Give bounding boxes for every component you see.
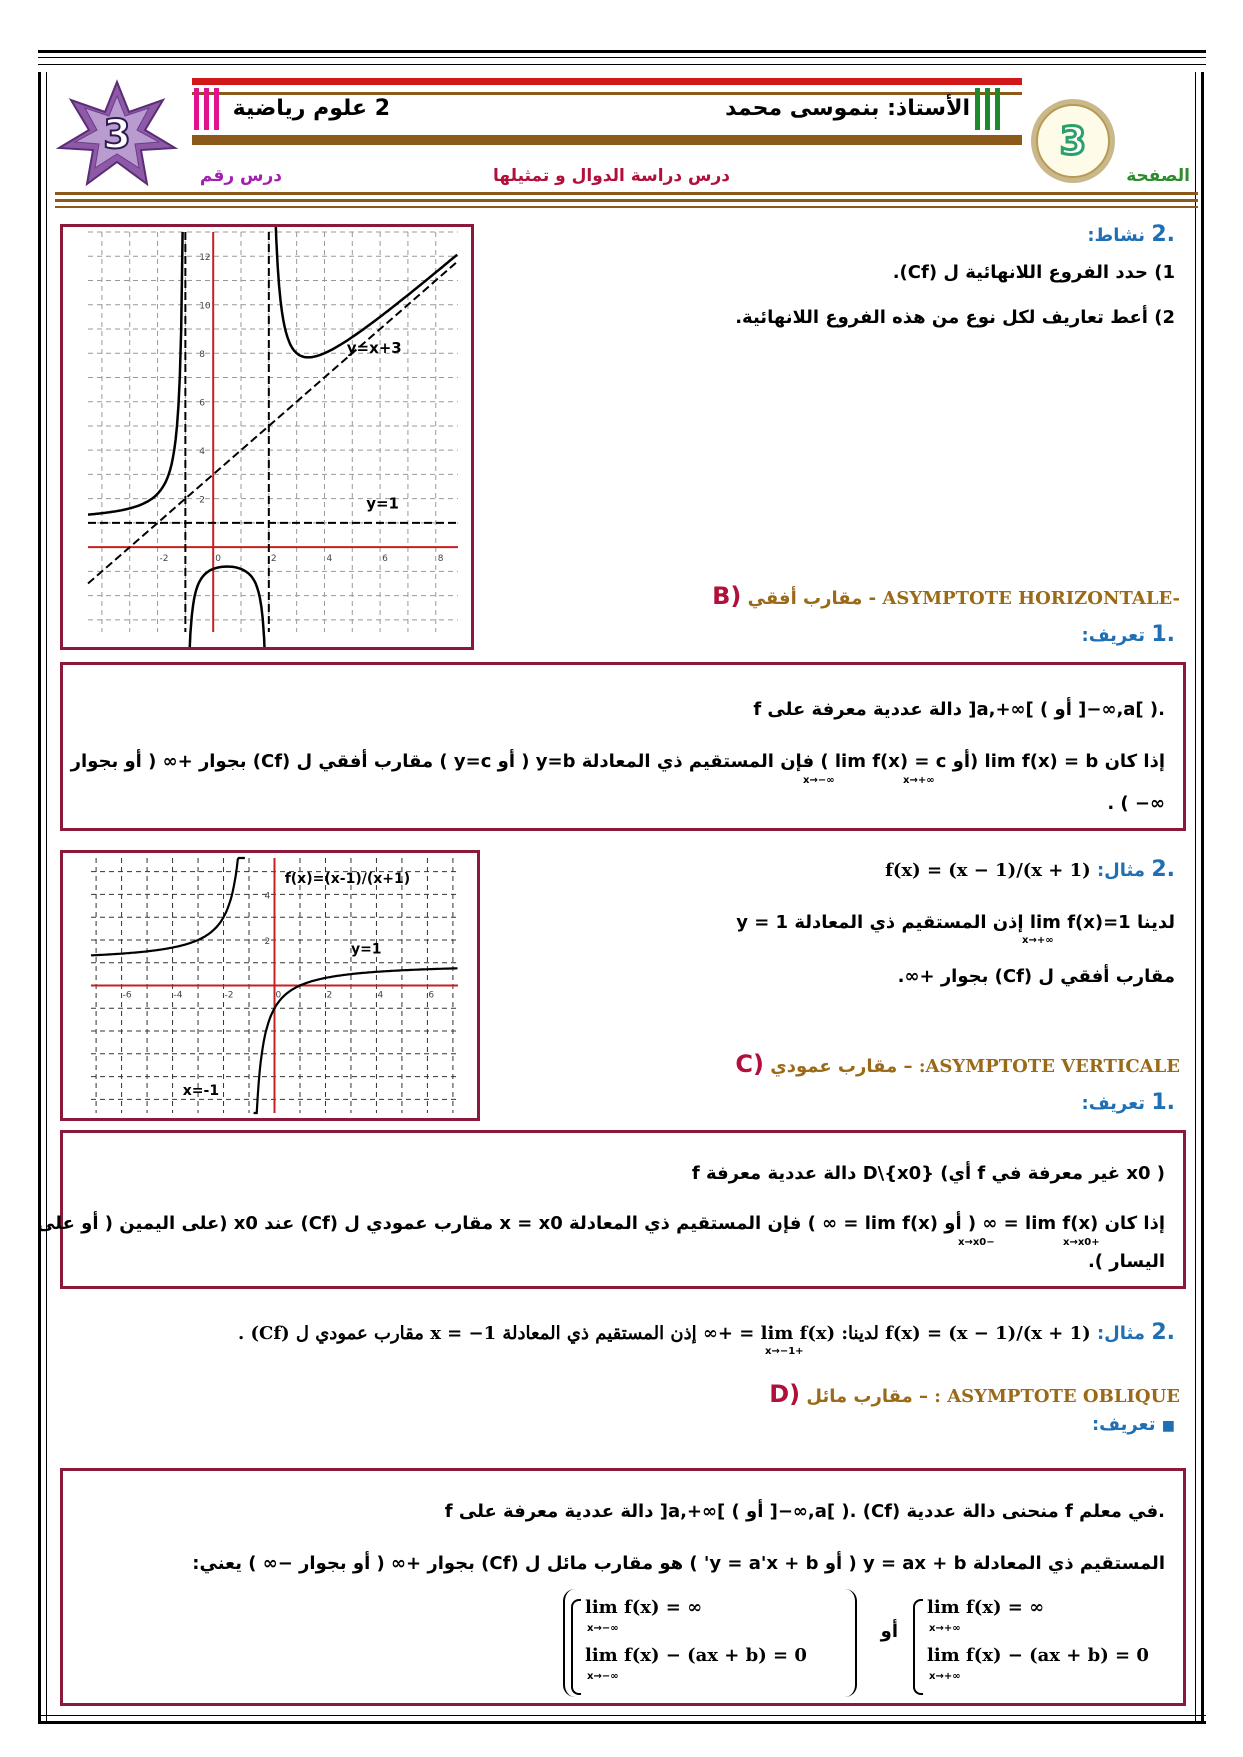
frame-bottom-line-thin <box>38 1715 1206 1716</box>
deco-bar <box>995 88 1000 130</box>
label-horizontal: y=1 <box>366 494 399 513</box>
x-tick-label: 0 <box>275 990 282 1001</box>
section-d-title-ar: مقارب مائل – <box>806 1386 928 1407</box>
activity-title: نشاط: <box>1087 225 1146 246</box>
section-d-letter: D) <box>769 1380 801 1408</box>
def-d-line1: f دالة عددية معرفة على ]a,+∞[ ( أو ]−∞,a[ ). (Cf) منحنى دالة عددية f في معلم. <box>444 1501 1165 1522</box>
sys1-sub-a: x→+∞ <box>929 1623 961 1634</box>
activity-q2 <box>680 307 1175 328</box>
brace-icon <box>913 1599 923 1695</box>
lesson-number-label: درس رقم <box>199 166 282 186</box>
curve-left-branch <box>88 232 183 515</box>
frame-right-thin <box>1195 72 1196 1722</box>
section-b-letter: B) <box>712 582 742 610</box>
section-c-def-title: تعريف: <box>1081 1093 1146 1114</box>
graph1 <box>63 227 471 647</box>
x-tick-label: -2 <box>224 990 234 1001</box>
frame-top-line-thin2 <box>38 64 1206 65</box>
def-b-line1: f دالة عددية معرفة على ]a,+∞[ ( أو ]−∞,a[ ). <box>753 699 1165 720</box>
deco-bar <box>214 88 219 130</box>
def-c-sub1: x→x0+ <box>1063 1237 1100 1248</box>
x-tick-label: 6 <box>382 554 388 565</box>
section-d-heading <box>700 1380 1180 1408</box>
x-tick-label: 6 <box>428 990 435 1001</box>
activity-q1 <box>780 262 1175 283</box>
x-tick-label: 2 <box>270 554 277 565</box>
brace-icon <box>571 1599 581 1695</box>
example-b-line1-text: لدينا lim f(x)=1 إذن المستقيم ذي المعادلة y = 1 <box>736 912 1175 933</box>
y-tick-label: 2 <box>264 936 271 947</box>
y-tick-label: 8 <box>199 350 205 361</box>
def-c-line3: اليسار ). <box>1087 1251 1165 1272</box>
curve-right-branch <box>254 968 458 1113</box>
y-tick-label: 4 <box>264 891 271 902</box>
definition-box-c <box>37 1130 1186 1289</box>
y-tick-label: 10 <box>199 301 211 312</box>
frame-left <box>38 72 41 1722</box>
sys1-b: lim f(x) − (ax + b) = 0 <box>927 1645 1149 1666</box>
example-b-line2: مقارب أفقي ل (Cf) بجوار +∞. <box>897 966 1175 987</box>
example-c-num: .2 <box>1151 1320 1175 1345</box>
example-b-sub: x→+∞ <box>1022 935 1054 946</box>
x-tick-label: 8 <box>437 554 444 565</box>
y-tick-label: 12 <box>199 253 211 264</box>
activity-num: .2 <box>1151 222 1175 247</box>
x-tick-label: 4 <box>326 554 333 565</box>
x-tick-label: -2 <box>159 554 169 565</box>
x-tick-label: 0 <box>215 554 221 565</box>
frame-left-thin <box>46 72 47 1722</box>
curve-middle-branch <box>188 567 266 648</box>
oblique-asymptote <box>88 261 458 583</box>
sys2-sub-b: x→−∞ <box>587 1671 619 1682</box>
star-logo-icon <box>55 78 180 188</box>
x-tick-label: 2 <box>326 990 333 1001</box>
example-c-title: مثال: <box>1096 1323 1146 1344</box>
page-label: الصفحة <box>1126 166 1190 186</box>
y-tick-label: 6 <box>199 398 205 409</box>
y-tick-label: 4 <box>199 447 205 458</box>
sys2-sub-a: x→−∞ <box>587 1623 619 1634</box>
section-d-def-heading <box>1000 1414 1175 1435</box>
circle-badge-text: 3 <box>1059 119 1087 163</box>
def-b-sub2: x→−∞ <box>803 775 835 786</box>
section-b-title-fr: ASYMPTOTE HORIZONTALE- <box>882 588 1180 609</box>
lesson-title: درس دراسة الدوال و تمثيلها <box>493 166 730 186</box>
example-c-line <box>237 1320 1175 1345</box>
section-d-def-title: تعريف: <box>1091 1414 1156 1435</box>
section-c-heading <box>700 1050 1180 1078</box>
label-vertical: x=-1 <box>182 1082 220 1099</box>
def-c-line1: f دالة عددية معرفة D\{x0} (أي f غير معرفة في x0 ) <box>691 1163 1165 1184</box>
header-rule <box>55 192 1198 195</box>
def-b-line2: إذا كان lim f(x) = b (أو lim f(x) = c ) فإن المستقيم ذي المعادلة y=b ( أو y=c ) مقارب أفقي ل (Cf) بجوار +∞ ( أو بجوار <box>70 751 1165 772</box>
graph2-frame <box>60 850 480 1121</box>
system-minus-infinity <box>563 1589 857 1697</box>
deco-bar <box>985 88 990 130</box>
graph2 <box>63 853 477 1118</box>
deco-bar <box>194 88 199 130</box>
def-b-sub1: x→+∞ <box>903 775 935 786</box>
q2-num: 2) <box>1154 307 1175 328</box>
y-tick-label: 2 <box>199 495 205 506</box>
curve-right-branch <box>272 227 457 357</box>
section-b-heading <box>680 582 1180 610</box>
deco-bar <box>204 88 209 130</box>
section-c-title-fr: :ASYMPTOTE VERTICALE <box>918 1056 1180 1077</box>
x-tick-label: 4 <box>377 990 384 1001</box>
activity-heading <box>980 222 1175 247</box>
header-band-brown-thin <box>192 92 1022 95</box>
frame-right <box>1201 72 1204 1722</box>
x-tick-label: -6 <box>122 990 132 1001</box>
frame-top-line <box>38 50 1206 53</box>
q1-num: 1) <box>1154 262 1175 283</box>
or-text: أو <box>880 1621 898 1642</box>
graph1-frame <box>60 224 474 650</box>
header-rule-2 <box>55 199 1198 202</box>
section-b-def-num: .1 <box>1151 622 1175 647</box>
section-b-def-title: تعريف: <box>1081 625 1146 646</box>
label-function: f(x)=(x-1)/(x+1) <box>284 871 411 888</box>
header-band-red <box>192 78 1022 85</box>
sys2-a: lim f(x) = ∞ <box>585 1597 703 1618</box>
teacher-name: الأستاذ: بنموسى محمد <box>725 96 970 121</box>
section-c-def-heading <box>1000 1090 1175 1115</box>
section-c-title-ar: مقارب عمودي – <box>770 1056 913 1077</box>
section-b-def-heading <box>1000 622 1175 647</box>
frame-bottom-line <box>38 1721 1206 1724</box>
system-plus-infinity <box>913 1589 1163 1697</box>
section-b-title-ar: مقارب أفقي - <box>747 588 877 609</box>
q1-text: حدد الفروع اللانهائية ل (Cf). <box>892 262 1148 283</box>
def-c-line2: إذا كان lim f(x) = ∞ ( أو lim f(x) = ∞ ) فإن المستقيم ذي المعادلة x = x0 مقارب عمودي ل (Cf) عند x0 (على اليمين ( أو على <box>37 1213 1165 1234</box>
q2-text: أعط تعاريف لكل نوع من هذه الفروع اللانهائية. <box>735 307 1148 328</box>
sys1-sub-b: x→+∞ <box>929 1671 961 1682</box>
example-b-title: مثال: <box>1096 860 1146 881</box>
definition-box-d <box>60 1468 1186 1706</box>
sys2-b: lim f(x) − (ax + b) = 0 <box>585 1645 807 1666</box>
sys1-a: lim f(x) = ∞ <box>927 1597 1045 1618</box>
definition-box-b <box>60 662 1186 831</box>
def-d-line2: المستقيم ذي المعادلة y = ax + b ( أو y = a'x + b' ) هو مقارب مائل ل (Cf) بجوار +∞ ( أو بجوار −∞ ) يعني: <box>192 1553 1165 1574</box>
x-tick-label: -4 <box>173 990 183 1001</box>
section-c-letter: C) <box>735 1050 764 1078</box>
section-c-def-num: .1 <box>1151 1090 1175 1115</box>
label-oblique: y=x+3 <box>346 339 402 358</box>
example-c-text: f(x) = (x − 1)/(x + 1) لدينا: lim f(x) = +∞ إذن المستقيم ذي المعادلة x = −1 مقارب عمودي ل (Cf) . <box>237 1323 1091 1344</box>
header-band-brown <box>192 135 1022 145</box>
curve-left-branch <box>91 858 245 955</box>
example-c-sub: x→−1+ <box>765 1346 804 1357</box>
example-b-line1 <box>690 912 1175 933</box>
level-title: 2 علوم رياضية <box>232 96 390 121</box>
label-horizontal: y=1 <box>350 941 382 958</box>
example-b-func: f(x) = (x − 1)/(x + 1) <box>885 860 1091 881</box>
deco-bar <box>975 88 980 130</box>
def-b-line3: . ( −∞ <box>1107 793 1165 814</box>
section-d-title-fr: : ASYMPTOTE OBLIQUE <box>934 1386 1180 1407</box>
def-c-sub2: x→x0− <box>958 1237 995 1248</box>
frame-top-line-thin <box>38 57 1206 58</box>
star-badge-text: 3 <box>103 112 131 158</box>
bullet-icon: ■ <box>1161 1418 1175 1434</box>
header-rule-3 <box>55 206 1198 208</box>
example-b-heading <box>860 857 1175 882</box>
example-b-num: .2 <box>1151 857 1175 882</box>
